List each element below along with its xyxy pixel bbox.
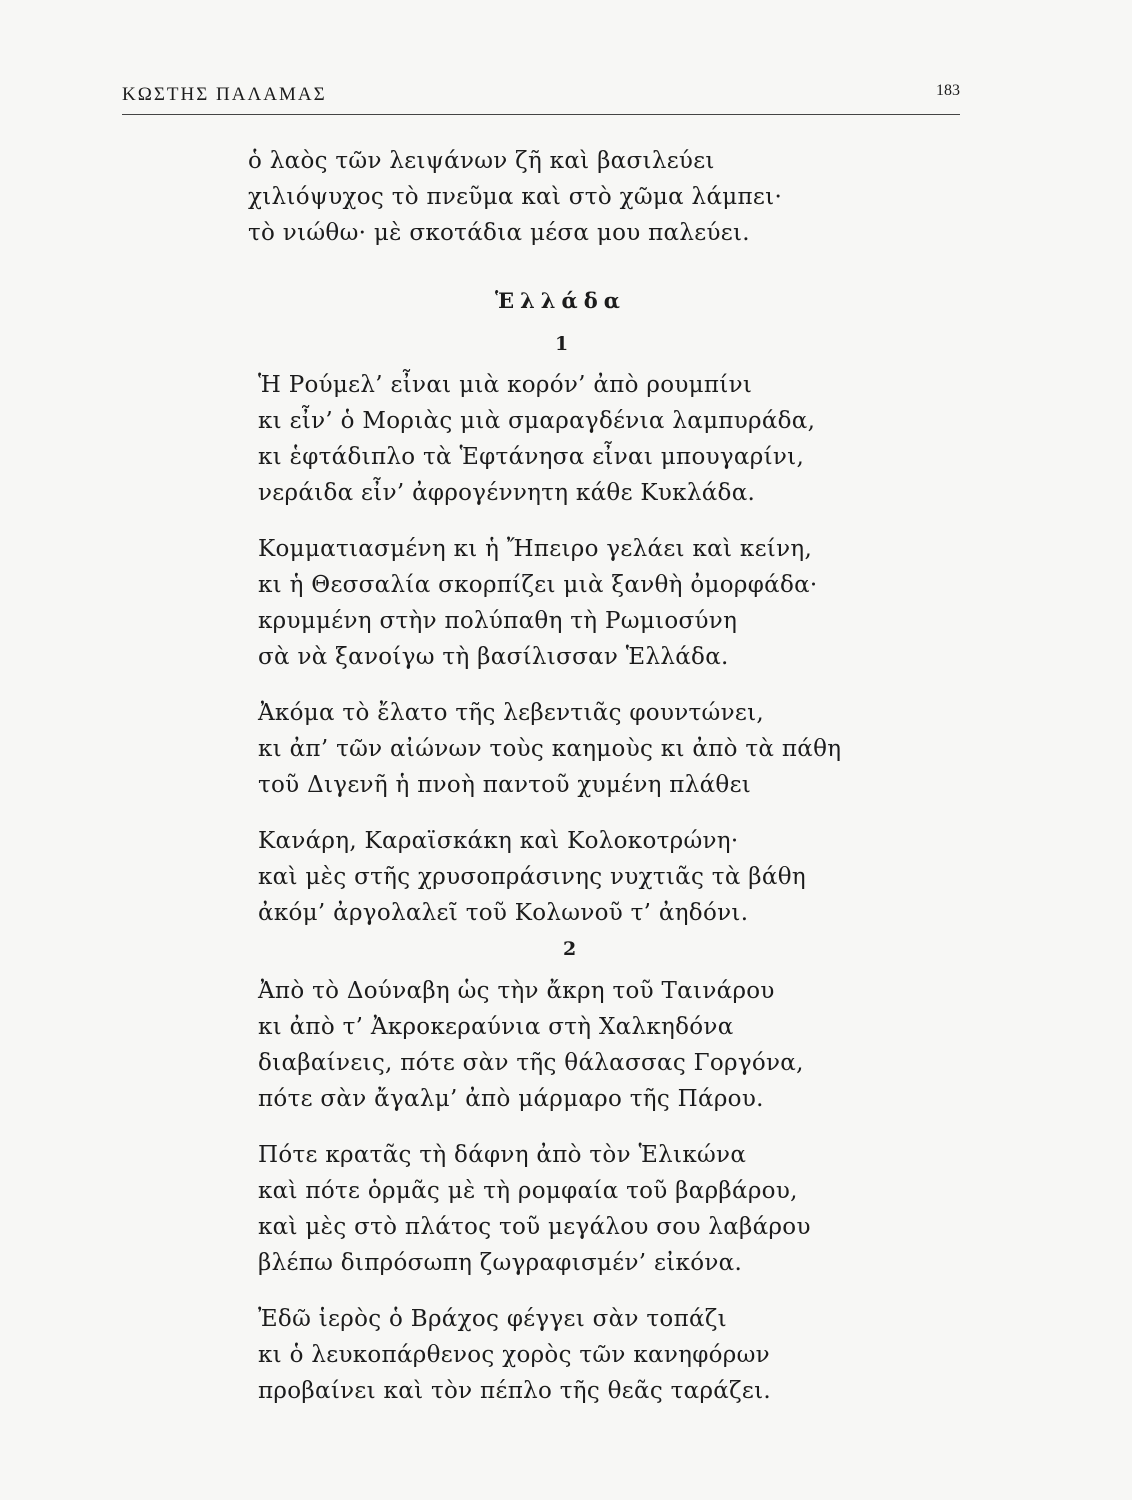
verse-line: πότε σὰν ἄγαλμ’ ἀπὸ μάρμαρο τῆς Πάρου. bbox=[258, 1086, 764, 1112]
verse-line: κι ἀπ’ τῶν αἰώνων τοὺς καημοὺς κι ἀπὸ τὰ πάθη bbox=[258, 736, 842, 762]
poem-title: Ἑλλάδα bbox=[495, 288, 626, 313]
verse-line: τοῦ Διγενῆ ἡ πνοὴ παντοῦ χυμένη πλάθει bbox=[258, 772, 752, 798]
verse-line: νεράιδα εἶν’ ἀφρογέννητη κάθε Κυκλάδα. bbox=[258, 480, 756, 506]
verse-line: Ἀκόμα τὸ ἔλατο τῆς λεβεντιᾶς φουντώνει, bbox=[258, 700, 765, 726]
verse-line: κι ἡ Θεσσαλία σκορπίζει μιὰ ξανθὴ ὀμορφάδα· bbox=[258, 572, 818, 598]
verse-line: κι ἀπὸ τ’ Ἀκροκεραύνια στὴ Χαλκηδόνα bbox=[258, 1014, 734, 1040]
verse-line: Ἡ Ρούμελ’ εἶναι μιὰ κορόν’ ἀπὸ ρουμπίνι bbox=[258, 372, 753, 398]
verse-line: κρυμμένη στὴν πολύπαθη τὴ Ρωμιοσύνη bbox=[258, 608, 738, 634]
verse-line: προβαίνει καὶ τὸν πέπλο τῆς θεᾶς ταράζει. bbox=[258, 1378, 772, 1404]
verse-line: καὶ πότε ὁρμᾶς μὲ τὴ ρομφαία τοῦ βαρβάρου, bbox=[258, 1178, 798, 1204]
verse-line: Πότε κρατᾶς τὴ δάφνη ἀπὸ τὸν Ἑλικώνα bbox=[258, 1142, 747, 1168]
verse-line: διαβαίνεις, πότε σὰν τῆς θάλασσας Γοργόνα, bbox=[258, 1050, 804, 1076]
verse-line: ἀκόμ’ ἀργολαλεῖ τοῦ Κολωνοῦ τ’ ἀηδόνι. bbox=[258, 900, 749, 926]
section-number: 2 bbox=[563, 938, 577, 960]
verse-line: ὁ λαὸς τῶν λειψάνων ζῆ καὶ βασιλεύει bbox=[248, 148, 715, 174]
section-number: 1 bbox=[555, 333, 569, 355]
verse-line: Κανάρη, Καραϊσκάκη καὶ Κολοκοτρώνη· bbox=[258, 828, 739, 854]
verse-line: καὶ μὲς στῆς χρυσοπράσινης νυχτιᾶς τὰ βάθη bbox=[258, 864, 806, 890]
running-header bbox=[122, 78, 960, 115]
verse-line: τὸ νιώθω· μὲ σκοτάδια μέσα μου παλεύει. bbox=[248, 220, 750, 246]
verse-line: κι ὁ λευκοπάρθενος χορὸς τῶν κανηφόρων bbox=[258, 1342, 770, 1368]
verse-line: βλέπω διπρόσωπη ζωγραφισμέν’ εἰκόνα. bbox=[258, 1250, 743, 1276]
verse-line: Κομματιασμένη κι ἡ Ἤπειρο γελάει καὶ κείνη, bbox=[258, 536, 813, 562]
verse-line: Ἀπὸ τὸ Δούναβη ὡς τὴν ἄκρη τοῦ Ταινάρου bbox=[258, 978, 775, 1004]
verse-line: χιλιόψυχος τὸ πνεῦμα καὶ στὸ χῶμα λάμπει· bbox=[248, 184, 783, 210]
page-number: 183 bbox=[936, 82, 960, 99]
verse-line: Ἐδῶ ἱερὸς ὁ Βράχος φέγγει σὰν τοπάζι bbox=[258, 1306, 727, 1332]
verse-line: σὰ νὰ ξανοίγω τὴ βασίλισσαν Ἑλλάδα. bbox=[258, 644, 729, 670]
verse-line: κι ἑφτάδιπλο τὰ Ἑφτάνησα εἶναι μπουγαρίνι, bbox=[258, 444, 805, 470]
verse-line: καὶ μὲς στὸ πλάτος τοῦ μεγάλου σου λαβάρου bbox=[258, 1214, 811, 1240]
author-name: ΚΩΣΤΗΣ ΠΑΛΑΜΑΣ bbox=[122, 84, 327, 105]
verse-line: κι εἶν’ ὁ Μοριὰς μιὰ σμαραγδένια λαμπυράδα, bbox=[258, 408, 816, 434]
